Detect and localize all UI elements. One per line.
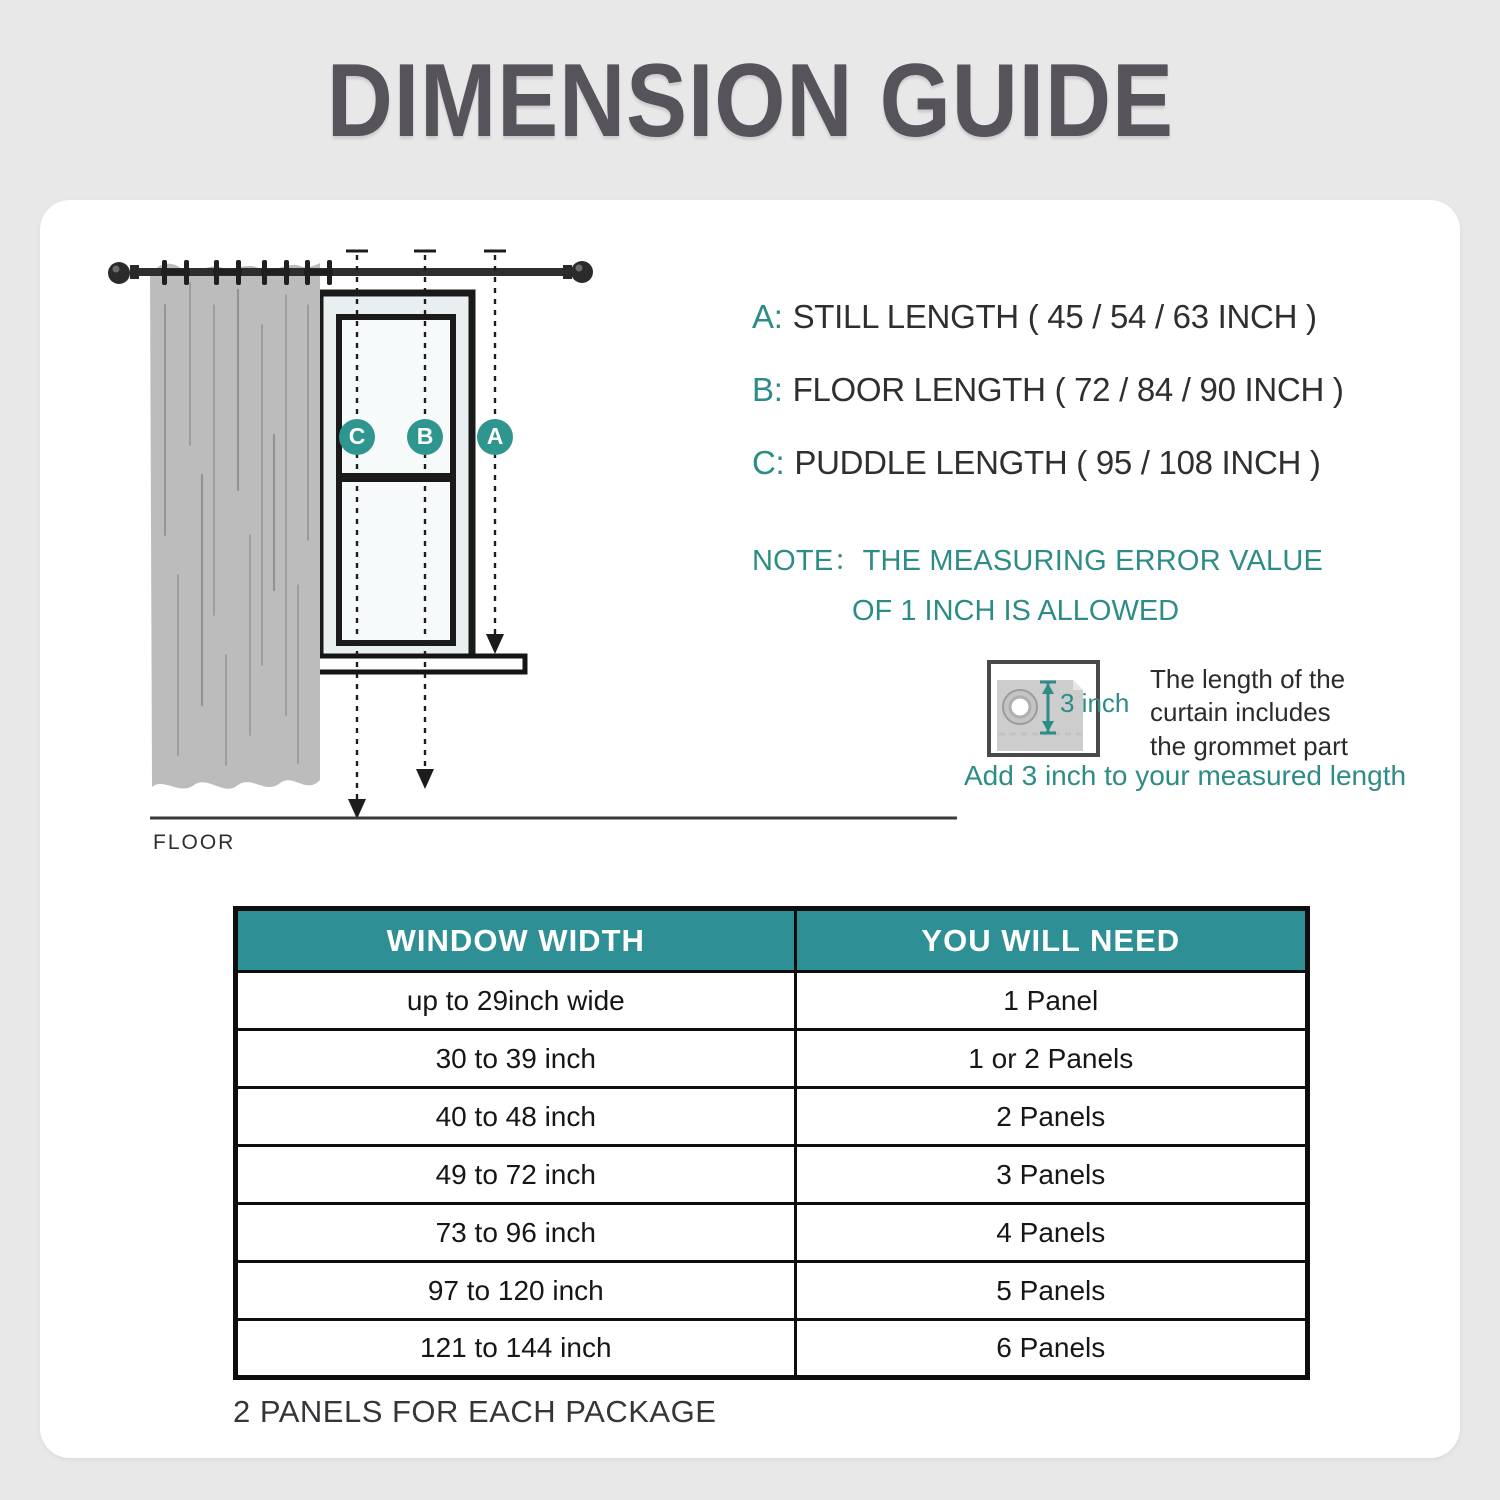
window-illustration: [312, 293, 525, 672]
note-prefix: NOTE：: [752, 545, 863, 577]
legend-item-b: [752, 371, 1392, 409]
table-row: [236, 1146, 1308, 1204]
grommet-description: The length of the curtain includes the grommet part: [1150, 664, 1348, 761]
cell-panels: 1 or 2 Panels: [795, 1030, 1307, 1088]
marker-a-label: A: [486, 423, 504, 450]
marker-a: [477, 419, 513, 455]
legend-item-c: [752, 444, 1392, 482]
cell-panels: 1 Panel: [795, 972, 1307, 1030]
marker-c-label: C: [348, 423, 366, 450]
cell-window-width: up to 29inch wide: [236, 972, 796, 1030]
length-legend: [752, 298, 1392, 517]
cell-window-width: 97 to 120 inch: [236, 1262, 796, 1320]
floor-label: FLOOR: [153, 831, 236, 854]
note-line-1: [752, 538, 1323, 579]
grommet-tip: Add 3 inch to your measured length: [964, 760, 1407, 791]
table-row: [236, 972, 1308, 1030]
cell-panels: 4 Panels: [795, 1204, 1307, 1262]
legend-item-a: [752, 298, 1392, 336]
table-row: [236, 1320, 1308, 1378]
legend-item-b-label: FLOOR LENGTH ( 72 / 84 / 90 INCH ): [792, 371, 1344, 408]
header-you-will-need: YOU WILL NEED: [795, 909, 1307, 972]
measuring-note: [752, 538, 1323, 628]
cell-panels: 2 Panels: [795, 1088, 1307, 1146]
table-header-row: [236, 909, 1308, 972]
legend-item-c-label: PUDDLE LENGTH ( 95 / 108 INCH ): [794, 444, 1321, 481]
grommet-ring-icon: [1003, 690, 1037, 724]
legend-item-a-prefix: A:: [752, 298, 783, 335]
table-row: [236, 1262, 1308, 1320]
note-text-1: THE MEASURING ERROR VALUE: [862, 545, 1324, 577]
table-row: [236, 1030, 1308, 1088]
cell-window-width: 40 to 48 inch: [236, 1088, 796, 1146]
panel-count-table: [233, 906, 1310, 1380]
cell-panels: 3 Panels: [795, 1146, 1307, 1204]
legend-item-c-prefix: C:: [752, 444, 785, 481]
grommet-measure-label: 3 inch: [1060, 688, 1130, 718]
table-row: [236, 1088, 1308, 1146]
legend-item-b-prefix: B:: [752, 371, 783, 408]
marker-b: [407, 419, 443, 455]
table-row: [236, 1204, 1308, 1262]
header-window-width: WINDOW WIDTH: [236, 909, 796, 972]
note-line-2: OF 1 INCH IS ALLOWED: [852, 595, 1180, 627]
legend-item-a-label: STILL LENGTH ( 45 / 54 / 63 INCH ): [792, 298, 1317, 335]
cell-panels: 5 Panels: [795, 1262, 1307, 1320]
marker-c: [339, 419, 375, 455]
cell-panels: 6 Panels: [795, 1320, 1307, 1378]
package-note: 2 PANELS FOR EACH PACKAGE: [233, 1394, 717, 1429]
curtain-illustration: [150, 263, 320, 789]
marker-b-label: B: [416, 423, 434, 450]
cell-window-width: 49 to 72 inch: [236, 1146, 796, 1204]
page-title: [0, 42, 1500, 161]
cell-window-width: 73 to 96 inch: [236, 1204, 796, 1262]
cell-window-width: 30 to 39 inch: [236, 1030, 796, 1088]
page-title-text: DIMENSION GUIDE: [326, 43, 1174, 159]
cell-window-width: 121 to 144 inch: [236, 1320, 796, 1378]
